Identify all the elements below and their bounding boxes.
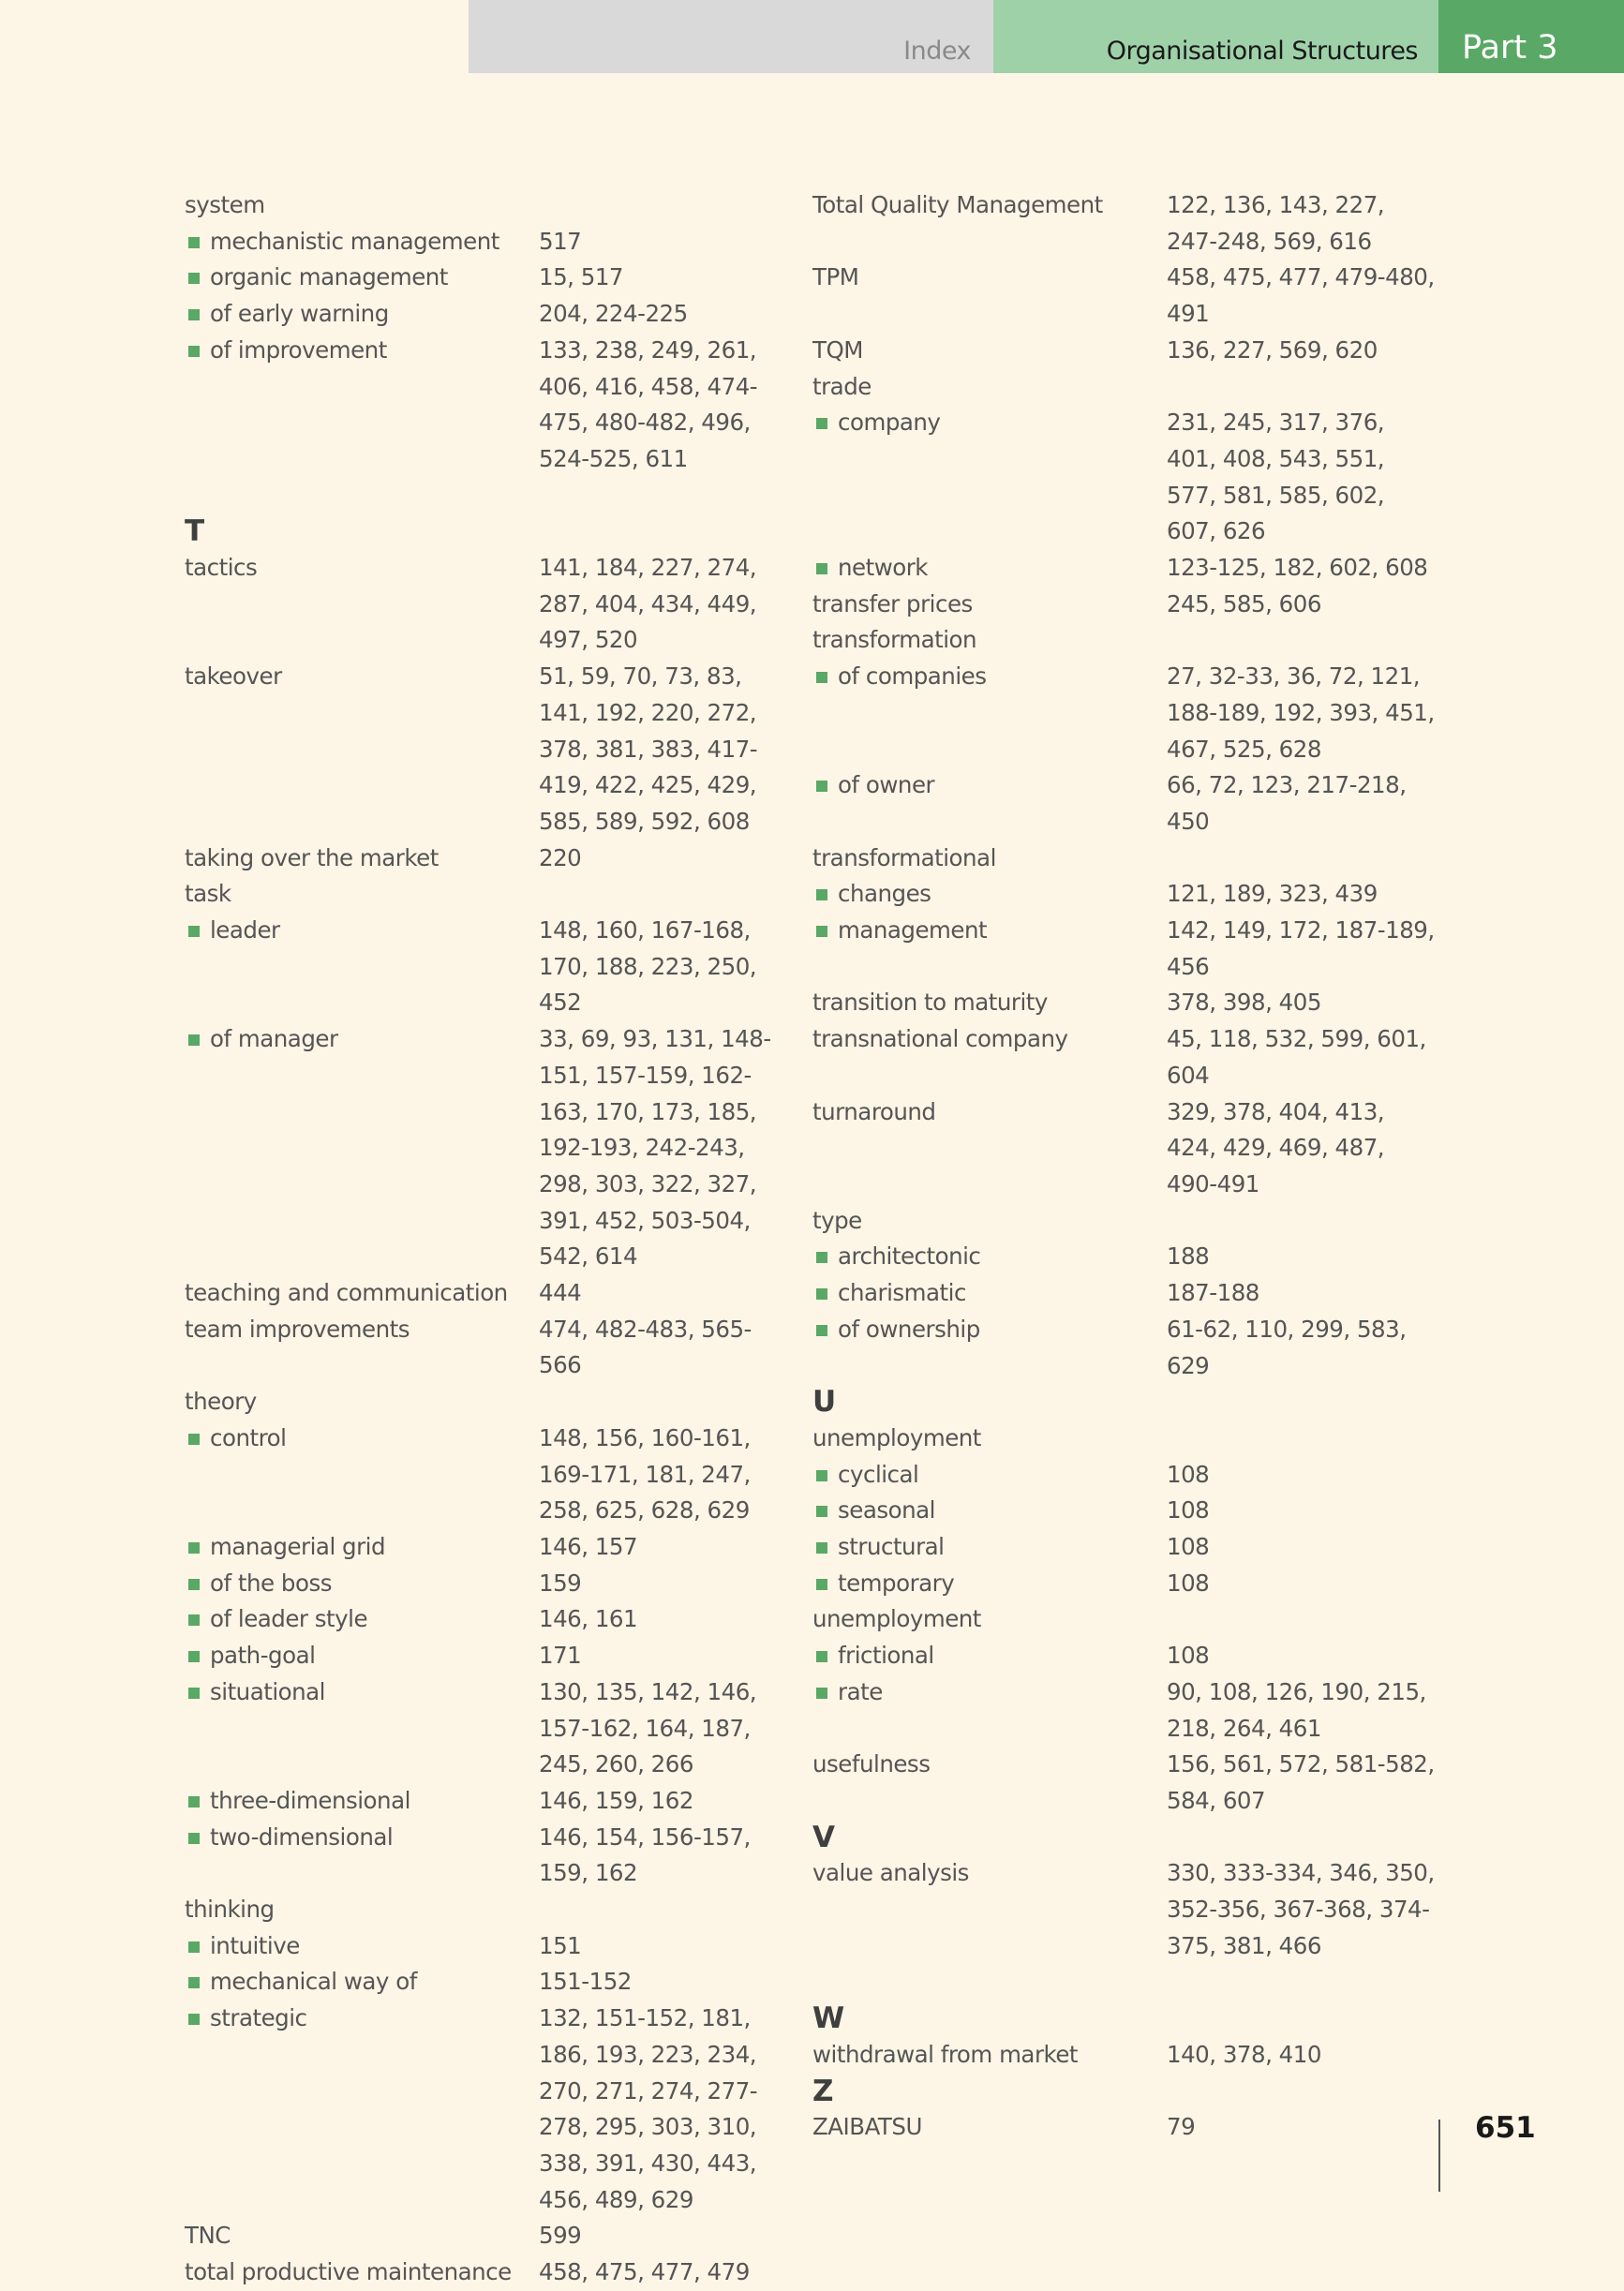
green-square-bullet-icon xyxy=(188,309,200,320)
green-square-bullet-icon xyxy=(188,1579,200,1590)
header-index-label: Index xyxy=(903,37,971,66)
green-square-bullet-icon xyxy=(816,1651,827,1662)
index-page-refs: 378, 398, 405 xyxy=(1167,989,1321,1017)
index-term-text: transformational xyxy=(812,843,996,871)
index-term xyxy=(812,1601,1450,1638)
green-square-bullet-icon xyxy=(816,418,827,429)
index-page-refs: 458, 475, 477, 479 xyxy=(539,2258,750,2286)
index-page-refs: 142, 149, 172, 187-189, 456 xyxy=(1167,916,1435,980)
index-subentry xyxy=(185,1566,794,1602)
index-term-text: usefulness xyxy=(812,1750,931,1778)
index-subentry xyxy=(185,913,794,1021)
index-subentry xyxy=(185,1601,794,1638)
index-page-refs: 140, 378, 410 xyxy=(1167,2040,1321,2068)
index-entry xyxy=(185,1275,794,1312)
green-square-bullet-icon xyxy=(816,1252,827,1263)
index-page-refs: 188 xyxy=(1167,1242,1210,1271)
index-term-text: unemployment xyxy=(812,1605,981,1633)
green-square-bullet-icon xyxy=(816,1506,827,1517)
index-term-text: three-dimensional xyxy=(210,1786,410,1814)
green-square-bullet-icon xyxy=(188,2014,200,2025)
index-page-refs: 171 xyxy=(539,1642,582,1670)
index-term-text: unemployment xyxy=(812,1423,981,1451)
index-subentry xyxy=(812,876,1450,913)
index-entry xyxy=(812,1747,1450,1819)
index-term-text: strategic xyxy=(210,2004,307,2032)
index-subentry xyxy=(185,2001,794,2218)
index-entry xyxy=(812,187,1450,260)
index-term-text: taking over the market xyxy=(185,843,439,871)
index-subentry xyxy=(812,1493,1450,1529)
index-term-text: thinking xyxy=(185,1896,275,1924)
index-entry xyxy=(812,587,1450,623)
index-section-letter: W xyxy=(812,2001,845,2036)
index-term-text: rate xyxy=(838,1677,883,1705)
index-term xyxy=(812,622,1450,659)
index-term-text: architectonic xyxy=(838,1242,981,1271)
index-page-refs: 136, 227, 569, 620 xyxy=(1167,335,1378,364)
index-subentry xyxy=(185,1820,794,1892)
index-column-left xyxy=(185,187,794,2291)
index-term-text: of leader style xyxy=(210,1605,368,1633)
index-term-text: transfer prices xyxy=(812,589,973,617)
index-subentry xyxy=(812,767,1450,840)
index-term xyxy=(812,841,1450,877)
index-entry xyxy=(812,1021,1450,1093)
index-subentry xyxy=(185,1928,794,1965)
green-square-bullet-icon xyxy=(816,889,827,900)
index-entry xyxy=(812,2109,1450,2146)
index-term xyxy=(185,1892,794,1928)
index-entry xyxy=(185,2254,794,2291)
index-page-refs: 187-188 xyxy=(1167,1279,1259,1307)
index-page-refs: 146, 157 xyxy=(539,1532,638,1560)
index-term-text: charismatic xyxy=(838,1279,966,1307)
index-page-refs: 108 xyxy=(1167,1496,1210,1525)
index-term-text: organic management xyxy=(210,263,448,291)
index-entry xyxy=(812,1855,1450,1964)
index-subentry xyxy=(812,1674,1450,1747)
index-entry xyxy=(812,333,1450,369)
index-entry xyxy=(812,1421,1450,1457)
index-page-refs: 33, 69, 93, 131, 148-151, 157-159, 162-163, 170, 173, 185, 192-193, 242-243, 298, 303, 322, 327, 391, 452, 503-504, 542, 614 xyxy=(539,1025,771,1271)
green-square-bullet-icon xyxy=(816,926,827,937)
green-square-bullet-icon xyxy=(816,1288,827,1300)
green-square-bullet-icon xyxy=(816,563,827,574)
header-part-label: Part 3 xyxy=(1462,29,1558,67)
index-page-refs: 159 xyxy=(539,1569,582,1597)
index-page-refs: 151 xyxy=(539,1931,582,1959)
green-square-bullet-icon xyxy=(816,1579,827,1590)
header-section-label: Organisational Structures xyxy=(1106,37,1418,66)
green-square-bullet-icon xyxy=(816,781,827,792)
index-page-refs: 474, 482-483, 565-566 xyxy=(539,1315,752,1379)
green-square-bullet-icon xyxy=(188,1688,200,1699)
index-term-text: withdrawal from market xyxy=(812,2040,1079,2068)
index-term-text: of owner xyxy=(838,771,935,799)
index-entry xyxy=(185,876,794,913)
index-term-text: total productive maintenance xyxy=(185,2258,512,2286)
index-page-refs: 51, 59, 70, 73, 83, 141, 192, 220, 272, 378, 381, 383, 417-419, 422, 425, 429, 585, 589, 592, 608 xyxy=(539,662,758,835)
index-entry xyxy=(185,841,794,877)
index-term-text: transformation xyxy=(812,626,977,654)
index-subentry xyxy=(185,1421,794,1529)
index-page-refs: 122, 136, 143, 227, 247-248, 569, 616 xyxy=(1167,191,1385,255)
index-page-refs: 61-62, 110, 299, 583, 629 xyxy=(1167,1315,1407,1379)
index-term-text: managerial grid xyxy=(210,1532,386,1560)
index-page-refs: 517 xyxy=(539,227,582,255)
green-square-bullet-icon xyxy=(188,1833,200,1844)
index-entry xyxy=(812,369,1450,406)
index-term-text: situational xyxy=(210,1677,325,1705)
index-page-refs: 146, 161 xyxy=(539,1605,638,1633)
green-square-bullet-icon xyxy=(188,1034,200,1046)
index-page-refs: 156, 561, 572, 581-582, 584, 607 xyxy=(1167,1750,1435,1814)
index-term-text: theory xyxy=(185,1388,257,1416)
index-subentry xyxy=(185,1638,794,1674)
index-term xyxy=(812,1421,1450,1457)
index-subentry xyxy=(812,1638,1450,1674)
index-page-refs: 458, 475, 477, 479-480, 491 xyxy=(1167,263,1435,328)
green-square-bullet-icon xyxy=(188,1941,200,1953)
index-subentry xyxy=(185,1529,794,1566)
index-section-letter: T xyxy=(185,514,205,549)
green-square-bullet-icon xyxy=(188,1614,200,1626)
index-term-text: Total Quality Management xyxy=(812,191,1103,218)
index-entry xyxy=(812,1601,1450,1638)
index-page-refs: 123-125, 182, 602, 608 xyxy=(1167,554,1428,582)
index-term-text: team improvements xyxy=(185,1315,410,1343)
green-square-bullet-icon xyxy=(816,1325,827,1336)
index-term-text: task xyxy=(185,880,231,908)
index-page-refs: 231, 245, 317, 376, 401, 408, 543, 551, 577, 581, 585, 602, 607, 626 xyxy=(1167,409,1385,545)
index-subentry xyxy=(185,296,794,333)
index-subentry xyxy=(812,1529,1450,1566)
index-entry xyxy=(812,622,1450,659)
index-term-text: of improvement xyxy=(210,335,387,364)
index-subentry xyxy=(812,1566,1450,1602)
index-term xyxy=(812,1203,1450,1240)
index-term-text: company xyxy=(838,409,941,437)
index-page-refs: 329, 378, 404, 413, 424, 429, 469, 487, 490-491 xyxy=(1167,1097,1385,1198)
index-page-refs: 121, 189, 323, 439 xyxy=(1167,880,1378,908)
green-square-bullet-icon xyxy=(816,1688,827,1699)
index-page-refs: 130, 135, 142, 146, 157-162, 164, 187, 245, 260, 266 xyxy=(539,1677,757,1778)
index-term-text: TPM xyxy=(812,263,859,291)
index-section-letter: U xyxy=(812,1385,837,1420)
index-subentry xyxy=(812,1457,1450,1494)
index-subentry xyxy=(185,1964,794,2001)
index-term-text: structural xyxy=(838,1533,945,1560)
index-term-text: path-goal xyxy=(210,1642,316,1670)
index-page-refs: 330, 333-334, 346, 350, 352-356, 367-368, 374-375, 381, 466 xyxy=(1167,1859,1435,1959)
green-square-bullet-icon xyxy=(188,926,200,937)
index-term-text: leader xyxy=(210,916,280,945)
index-entry xyxy=(812,841,1450,877)
index-page-refs: 245, 585, 606 xyxy=(1167,589,1321,617)
header-section-tab xyxy=(993,0,1438,73)
index-entry xyxy=(812,2037,1450,2074)
index-page-refs: 45, 118, 532, 599, 601, 604 xyxy=(1167,1025,1426,1089)
index-page-refs: 148, 160, 167-168, 170, 188, 223, 250, 452 xyxy=(539,916,757,1017)
index-term xyxy=(185,187,794,224)
green-square-bullet-icon xyxy=(816,672,827,683)
index-term-text: teaching and communication xyxy=(185,1279,508,1307)
header-index-tab xyxy=(469,0,993,73)
index-entry xyxy=(185,1384,794,1421)
index-page-refs: 444 xyxy=(539,1279,582,1307)
index-term xyxy=(185,876,794,913)
index-term-text: mechanical way of xyxy=(210,1968,417,1996)
index-term-text: tactics xyxy=(185,554,258,581)
index-subentry xyxy=(812,659,1450,767)
index-section-letter: V xyxy=(812,1820,835,1854)
index-term-text: TNC xyxy=(185,2222,231,2250)
index-subentry xyxy=(185,224,794,260)
index-page-refs: 141, 184, 227, 274, 287, 404, 434, 449, 497, 520 xyxy=(539,554,757,654)
index-term-text: TQM xyxy=(812,335,863,364)
index-page-refs: 66, 72, 123, 217-218, 450 xyxy=(1167,771,1407,835)
index-subentry xyxy=(812,1312,1450,1384)
green-square-bullet-icon xyxy=(188,237,200,248)
index-spacer xyxy=(812,1964,1450,2001)
page-number: 651 xyxy=(1475,2111,1536,2145)
green-square-bullet-icon xyxy=(188,1977,200,1988)
index-entry xyxy=(812,1203,1450,1240)
index-term-text: intuitive xyxy=(210,1931,300,1959)
index-term-text: transition to maturity xyxy=(812,989,1048,1017)
index-term-text: trade xyxy=(812,372,872,400)
green-square-bullet-icon xyxy=(188,1651,200,1662)
index-page-refs: 90, 108, 126, 190, 215, 218, 264, 461 xyxy=(1167,1677,1426,1742)
index-subentry xyxy=(812,913,1450,985)
index-entry xyxy=(812,1094,1450,1203)
index-term-text: network xyxy=(838,554,928,582)
index-term-text: cyclical xyxy=(838,1460,919,1488)
index-subentry xyxy=(812,1239,1450,1275)
index-entry xyxy=(812,260,1450,332)
index-term-text: of ownership xyxy=(838,1315,980,1343)
index-entry xyxy=(812,985,1450,1021)
index-term-text: takeover xyxy=(185,662,282,691)
index-entry xyxy=(185,187,794,224)
index-term-text: system xyxy=(185,191,265,218)
green-square-bullet-icon xyxy=(188,1796,200,1808)
index-subentry xyxy=(812,1275,1450,1312)
header-part-tab xyxy=(1438,0,1624,73)
index-subentry xyxy=(185,260,794,296)
index-entry xyxy=(185,659,794,841)
index-term-text: ZAIBATSU xyxy=(812,2113,922,2141)
index-page-refs: 108 xyxy=(1167,1533,1210,1560)
index-subentry xyxy=(185,1783,794,1820)
index-page-refs: 599 xyxy=(539,2222,582,2250)
index-page-refs: 108 xyxy=(1167,1569,1210,1597)
index-term-text: of early warning xyxy=(210,300,389,328)
green-square-bullet-icon xyxy=(816,1542,827,1554)
index-page-refs: 15, 517 xyxy=(539,263,624,291)
index-spacer xyxy=(185,478,794,514)
index-page-refs: 204, 224-225 xyxy=(539,300,688,328)
index-page-refs: 220 xyxy=(539,843,582,871)
index-term-text: changes xyxy=(838,880,931,908)
footer-divider xyxy=(1438,2120,1440,2192)
index-term-text: of companies xyxy=(838,662,987,691)
index-term-text: of manager xyxy=(210,1025,338,1053)
index-entry xyxy=(185,1312,794,1384)
index-entry xyxy=(185,1892,794,1928)
index-page-refs: 133, 238, 249, 261, 406, 416, 458, 474-475, 480-482, 496, 524-525, 611 xyxy=(539,335,758,472)
index-term-text: two-dimensional xyxy=(210,1822,394,1851)
index-subentry xyxy=(185,1021,794,1275)
index-term xyxy=(812,369,1450,406)
index-term-text: turnaround xyxy=(812,1097,936,1125)
index-term-text: transnational company xyxy=(812,1025,1068,1053)
index-term-text: control xyxy=(210,1423,287,1451)
index-term-text: value analysis xyxy=(812,1859,969,1887)
index-page-refs: 79 xyxy=(1167,2113,1196,2141)
index-term-text: type xyxy=(812,1206,862,1234)
index-subentry xyxy=(812,405,1450,550)
index-page-refs: 148, 156, 160-161, 169-171, 181, 247, 258, 625, 628, 629 xyxy=(539,1423,751,1525)
index-term-text: of the boss xyxy=(210,1569,332,1597)
green-square-bullet-icon xyxy=(188,1542,200,1554)
green-square-bullet-icon xyxy=(188,346,200,357)
index-section-letter: Z xyxy=(812,2074,834,2108)
index-subentry xyxy=(185,1674,794,1783)
index-term xyxy=(185,1384,794,1421)
index-page-refs: 146, 154, 156-157, 159, 162 xyxy=(539,1822,751,1887)
index-entry xyxy=(185,550,794,659)
index-term-text: temporary xyxy=(838,1569,955,1597)
index-term-text: mechanistic management xyxy=(210,227,499,255)
index-page-refs: 108 xyxy=(1167,1642,1210,1670)
index-term-text: management xyxy=(838,916,988,945)
index-term-text: seasonal xyxy=(838,1496,935,1525)
index-page-refs: 132, 151-152, 181, 186, 193, 223, 234, 270, 271, 274, 277-278, 295, 303, 310, 338, 391, 430, 443, 456, 489, 629 xyxy=(539,2004,758,2213)
green-square-bullet-icon xyxy=(188,273,200,284)
index-column-right xyxy=(812,187,1450,2146)
index-page-refs: 27, 32-33, 36, 72, 121, 188-189, 192, 393, 451, 467, 525, 628 xyxy=(1167,662,1435,763)
index-page-refs: 151-152 xyxy=(539,1968,632,1996)
index-page-refs: 146, 159, 162 xyxy=(539,1786,693,1814)
green-square-bullet-icon xyxy=(188,1434,200,1445)
index-entry xyxy=(185,2218,794,2254)
green-square-bullet-icon xyxy=(816,1470,827,1481)
index-subentry xyxy=(812,550,1450,587)
index-page-refs: 108 xyxy=(1167,1460,1210,1488)
index-term-text: frictional xyxy=(838,1642,934,1670)
index-subentry xyxy=(185,333,794,478)
